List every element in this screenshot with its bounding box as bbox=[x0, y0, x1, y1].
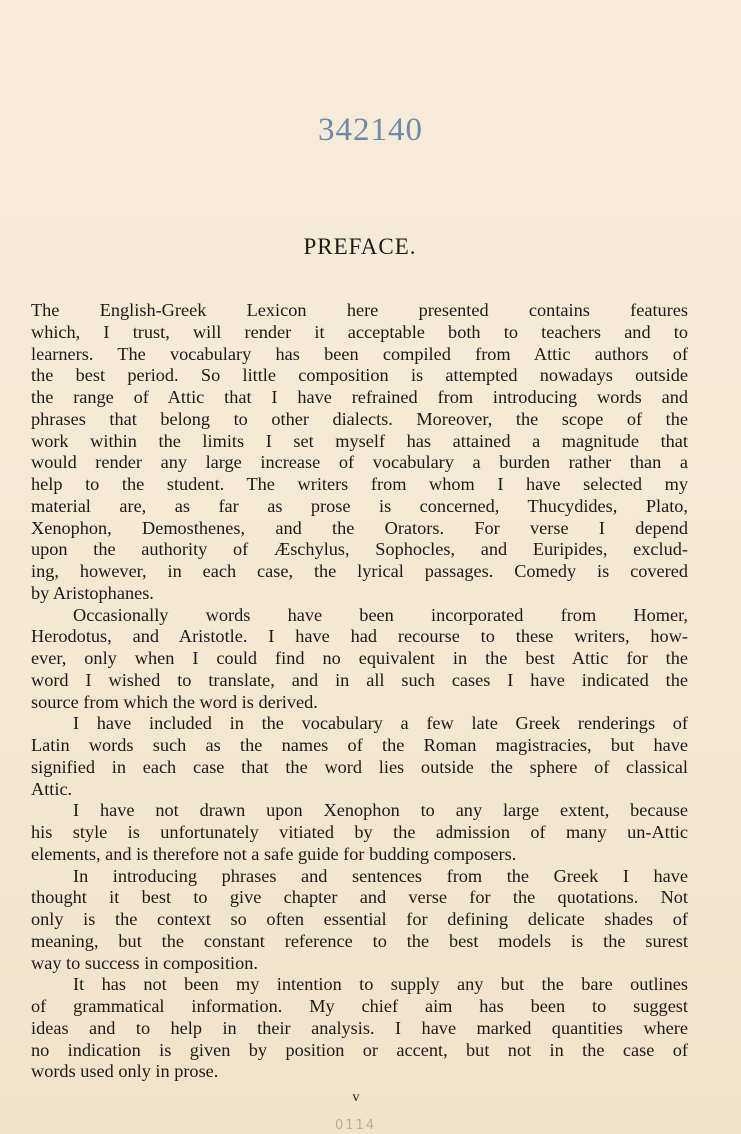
text-line: the range of Attic that I have refrained from introducing words and bbox=[31, 387, 688, 407]
text-line: source from which the word is derived. bbox=[31, 691, 318, 712]
text-line: Herodotus, and Aristotle. I have had recourse to these writers, how- bbox=[31, 626, 688, 647]
text-line: Xenophon, Demosthenes, and the Orators. For verse I depend bbox=[31, 517, 688, 538]
text-line: words used only in prose. bbox=[31, 1061, 219, 1082]
text-line: thought it best to give chapter and verse for the quotations. Not bbox=[31, 887, 688, 908]
text-line: It has not been my intention to supply any but the bare outlines bbox=[73, 974, 688, 995]
text-line: Occasionally words have been incorporated from Homer, bbox=[73, 604, 688, 625]
text-line: I have included in the vocabulary a few late Greek renderings of bbox=[73, 713, 688, 734]
text-line: way to success in composition. bbox=[31, 952, 258, 973]
text-line: In introducing phrases and sentences from the Greek I have bbox=[73, 865, 688, 886]
text-line: the best period. So little composition is attempted nowadays outside bbox=[31, 365, 688, 386]
text-line: word I wished to translate, and in all such cases I have indicated the bbox=[31, 669, 688, 690]
text-line: signified in each case that the word lies outside the sphere of classical bbox=[31, 756, 688, 777]
text-line: no indication is given by position or accent, but not in the case of bbox=[31, 1039, 688, 1060]
text-line: The English-Greek Lexicon here presented contains features bbox=[31, 300, 688, 320]
text-line: meaning, but the constant reference to the best models is the surest bbox=[31, 930, 688, 951]
text-line: I have not drawn upon Xenophon to any large extent, because bbox=[73, 800, 688, 821]
text-line: ing, however, in each case, the lyrical passages. Comedy is covered bbox=[31, 561, 688, 581]
text-line: would render any large increase of vocabulary a burden rather than a bbox=[31, 452, 688, 473]
text-line: upon the authority of Æschylus, Sophocles, and Euripides, exclud- bbox=[31, 539, 688, 560]
accession-stamp: 342140 bbox=[318, 112, 423, 148]
text-line: ever, only when I could find no equivalent in the best Attic for the bbox=[31, 648, 688, 668]
page-title: PREFACE. bbox=[303, 234, 417, 259]
text-line: work within the limits I set myself has attained a magnitude that bbox=[31, 430, 688, 451]
text-line: help to the student. The writers from whom I have selected my bbox=[31, 474, 688, 494]
text-line: phrases that belong to other dialects. Moreover, the scope of the bbox=[31, 408, 688, 429]
text-line: which, I trust, will render it acceptable both to teachers and to bbox=[31, 321, 688, 342]
text-line: his style is unfortunately vitiated by the admission of many un-Attic bbox=[31, 822, 688, 842]
text-line: elements, and is therefore not a safe guide for budding composers. bbox=[31, 843, 517, 864]
text-line: Latin words such as the names of the Roman magistracies, but have bbox=[31, 735, 688, 755]
page-number: v bbox=[352, 1090, 360, 1105]
text-line: learners. The vocabulary has been compiled from Attic authors of bbox=[31, 343, 688, 364]
text-line: only is the context so often essential for defining delicate shades of bbox=[31, 909, 688, 929]
preface-body bbox=[31, 300, 688, 1083]
text-line: material are, as far as prose is concerned, Thucydides, Plato, bbox=[31, 495, 688, 516]
text-line: ideas and to help in their analysis. I have marked quantities where bbox=[31, 1017, 688, 1038]
text-line: Attic. bbox=[31, 778, 73, 799]
pencil-mark: 0114 bbox=[335, 1118, 377, 1133]
text-line: of grammatical information. My chief aim has been to suggest bbox=[31, 996, 688, 1016]
text-line: by Aristophanes. bbox=[31, 582, 154, 603]
